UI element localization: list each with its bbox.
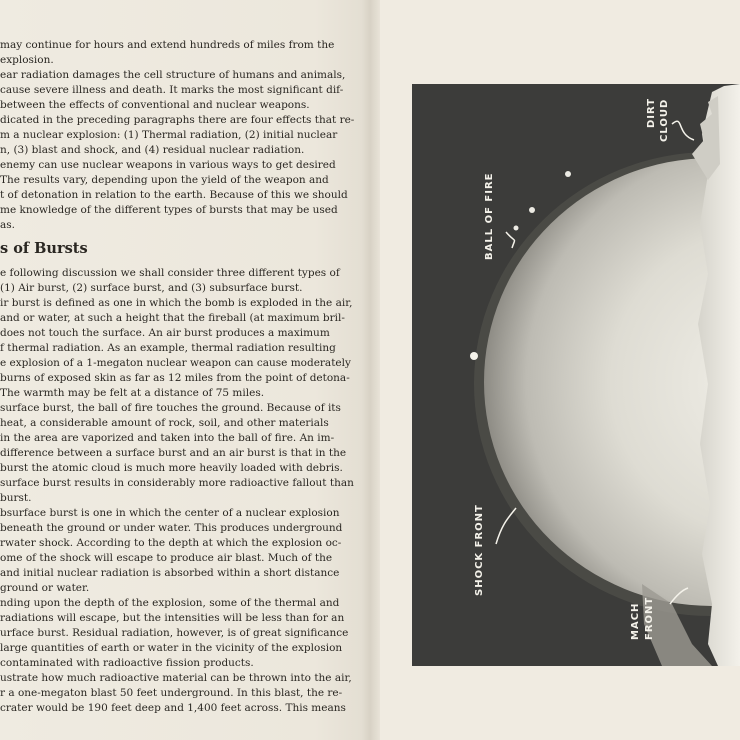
mach-front-label-line2: FRONT	[644, 596, 655, 640]
text-line: as.	[0, 219, 15, 231]
shock-front-label: SHOCK FRONT	[474, 504, 485, 596]
text-line: explosion.	[0, 54, 54, 66]
text-line: and initial nuclear radiation is absorbed within a short distance	[0, 567, 340, 579]
text-line: dicated in the preceding paragraphs there are four effects that re-	[0, 114, 355, 126]
text-line: f thermal radiation. As an example, thermal radiation resulting	[0, 342, 336, 354]
mach-front-label-line1: MACH	[630, 602, 641, 640]
text-line: ear radiation damages the cell structure of humans and animals,	[0, 69, 346, 81]
text-line: me knowledge of the different types of bursts that may be used	[0, 204, 338, 216]
text-line: burst.	[0, 492, 32, 504]
text-line: beneath the ground or under water. This produces underground	[0, 522, 343, 534]
text-line: t of detonation in relation to the earth. Because of this we should	[0, 189, 348, 201]
fireball-illustration	[412, 84, 740, 666]
text-line: e following discussion we shall consider three different types of	[0, 267, 340, 279]
text-line: cause severe illness and death. It marks the most significant dif-	[0, 84, 344, 96]
text-line: The results vary, depending upon the yield of the weapon and	[0, 174, 329, 186]
text-line: ustrate how much radioactive material can be thrown into the air,	[0, 672, 352, 684]
text-line: rwater shock. According to the depth at which the explosion oc-	[0, 537, 342, 549]
text-line: urface burst. Residual radiation, however, is of great significance	[0, 627, 349, 639]
book-gutter	[362, 0, 380, 740]
dirt-cloud-label-line2: CLOUD	[659, 98, 670, 142]
text-block-top	[0, 38, 355, 233]
text-line: surface burst results in considerably more radioactive fallout than	[0, 477, 354, 489]
text-line: burns of exposed skin as far as 12 miles from the point of detona-	[0, 372, 350, 384]
text-line: difference between a surface burst and an air burst is that in the	[0, 447, 347, 459]
text-line: nding upon the depth of the explosion, some of the thermal and	[0, 597, 340, 609]
dirt-cloud-label-line1: DIRT	[646, 97, 657, 128]
text-line: and or water, at such a height that the fireball (at maximum bril-	[0, 312, 345, 324]
text-line: ground or water.	[0, 582, 90, 594]
text-line: contaminated with radioactive fission products.	[0, 657, 254, 669]
text-line: The warmth may be felt at a distance of 75 miles.	[0, 387, 265, 399]
text-line: heat, a considerable amount of rock, soil, and other materials	[0, 417, 329, 429]
text-line: ome of the shock will escape to produce air blast. Much of the	[0, 552, 333, 564]
section-heading: s of Bursts	[0, 240, 88, 257]
text-line: may continue for hours and extend hundreds of miles from the	[0, 39, 335, 51]
text-line: crater would be 190 feet deep and 1,400 feet across. This means	[0, 702, 346, 714]
text-block-bottom	[0, 266, 354, 716]
text-line: does not touch the surface. An air burst produces a maximum	[0, 327, 330, 339]
ball-of-fire-label: BALL OF FIRE	[484, 172, 495, 260]
text-line: e explosion of a 1-megaton nuclear weapon can cause moderately	[0, 357, 351, 369]
text-line: in the area are vaporized and taken into the ball of fire. An im-	[0, 432, 335, 444]
text-line: ir burst is defined as one in which the bomb is exploded in the air,	[0, 297, 353, 309]
text-line: enemy can use nuclear weapons in various ways to get desired	[0, 159, 336, 171]
text-line: large quantities of earth or water in the vicinity of the explosion	[0, 642, 343, 654]
text-line: bsurface burst is one in which the center of a nuclear explosion	[0, 507, 340, 519]
text-line: m a nuclear explosion: (1) Thermal radiation, (2) initial nuclear	[0, 129, 338, 141]
text-line: burst the atomic cloud is much more heavily loaded with debris.	[0, 462, 343, 474]
text-line: radiations will escape, but the intensities will be less than for an	[0, 612, 345, 624]
text-line: (1) Air burst, (2) surface burst, and (3) subsurface burst.	[0, 282, 303, 294]
text-line: n, (3) blast and shock, and (4) residual nuclear radiation.	[0, 144, 305, 156]
text-line: between the effects of conventional and nuclear weapons.	[0, 99, 310, 111]
text-line: r a one-megaton blast 50 feet underground. In this blast, the re-	[0, 687, 343, 699]
fireball-photo	[412, 84, 740, 666]
text-line: surface burst, the ball of fire touches the ground. Because of its	[0, 402, 341, 414]
